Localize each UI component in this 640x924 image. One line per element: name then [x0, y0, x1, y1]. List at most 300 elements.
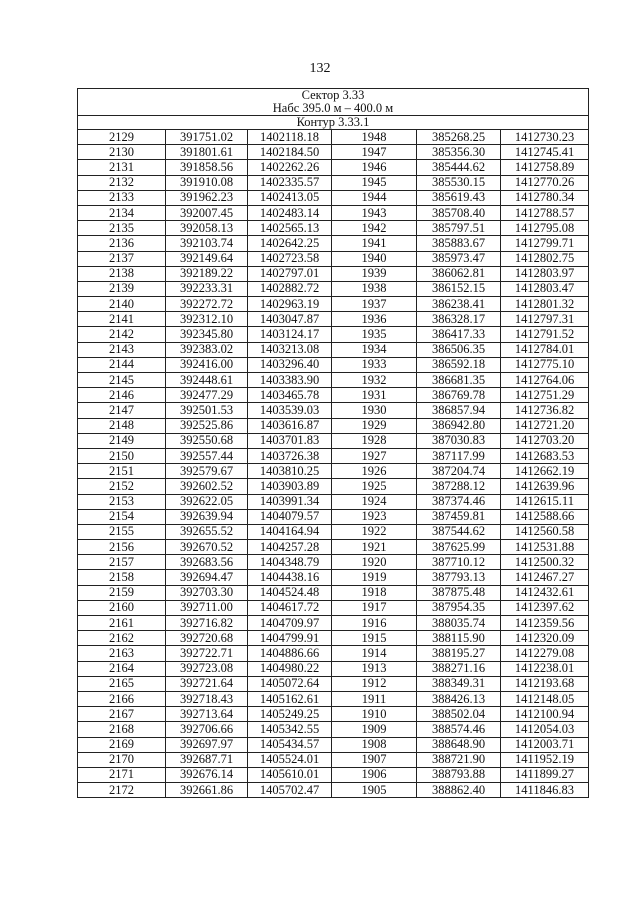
table-cell-point-number: 1909: [332, 722, 417, 737]
table-cell-point-number: 1906: [332, 767, 417, 782]
table-cell-point-number: 1928: [332, 433, 417, 448]
table-cell-x-coordinate: 392721.64: [166, 676, 248, 691]
table-cell-point-number: 2130: [78, 145, 166, 160]
table-cell-x-coordinate: 392103.74: [166, 236, 248, 251]
table-cell-y-coordinate: 1412531.88: [501, 540, 589, 555]
table-cell-x-coordinate: 392550.68: [166, 433, 248, 448]
table-cell-point-number: 2143: [78, 342, 166, 357]
page-number: 132: [309, 61, 331, 76]
table-cell-y-coordinate: 1405702.47: [248, 783, 332, 798]
table-cell-y-coordinate: 1403465.78: [248, 388, 332, 403]
table-cell-x-coordinate: 387544.62: [417, 524, 501, 539]
table-row: [78, 251, 589, 266]
table-cell-x-coordinate: 392622.05: [166, 494, 248, 509]
table-cell-point-number: 1914: [332, 646, 417, 661]
table-cell-x-coordinate: 386857.94: [417, 403, 501, 418]
table-row: [78, 221, 589, 236]
table-cell-x-coordinate: 386769.78: [417, 388, 501, 403]
table-cell-point-number: 1927: [332, 448, 417, 463]
table-row: [78, 707, 589, 722]
table-cell-y-coordinate: 1404164.94: [248, 524, 332, 539]
table-cell-x-coordinate: 388502.04: [417, 707, 501, 722]
table-cell-x-coordinate: 387374.46: [417, 494, 501, 509]
table-cell-point-number: 1905: [332, 783, 417, 798]
table-cell-y-coordinate: 1404980.22: [248, 661, 332, 676]
table-cell-point-number: 1922: [332, 524, 417, 539]
table-cell-x-coordinate: 386506.35: [417, 342, 501, 357]
table-cell-y-coordinate: 1411952.19: [501, 752, 589, 767]
table-cell-x-coordinate: 392687.71: [166, 752, 248, 767]
table-row: [78, 418, 589, 433]
coordinates-table-body: [78, 89, 589, 798]
table-cell-x-coordinate: 392716.82: [166, 616, 248, 631]
table-cell-x-coordinate: 386152.15: [417, 281, 501, 296]
table-cell-point-number: 2129: [78, 130, 166, 145]
table-cell-y-coordinate: 1405162.61: [248, 691, 332, 706]
table-cell-y-coordinate: 1403991.34: [248, 494, 332, 509]
table-cell-point-number: 2154: [78, 509, 166, 524]
table-cell-point-number: 1939: [332, 266, 417, 281]
table-cell-y-coordinate: 1412803.47: [501, 281, 589, 296]
table-cell-y-coordinate: 1412788.57: [501, 205, 589, 220]
table-cell-point-number: 1931: [332, 388, 417, 403]
table-cell-y-coordinate: 1404799.91: [248, 631, 332, 646]
table-cell-y-coordinate: 1403383.90: [248, 373, 332, 388]
table-cell-x-coordinate: 387288.12: [417, 479, 501, 494]
table-row: [78, 676, 589, 691]
table-cell-x-coordinate: 388793.88: [417, 767, 501, 782]
table-cell-point-number: 1937: [332, 297, 417, 312]
table-cell-point-number: 2153: [78, 494, 166, 509]
table-cell-y-coordinate: 1412003.71: [501, 737, 589, 752]
table-cell-point-number: 2149: [78, 433, 166, 448]
header-row-contour: [78, 116, 589, 130]
table-row: [78, 509, 589, 524]
table-cell-point-number: 1941: [332, 236, 417, 251]
table-cell-point-number: 1917: [332, 600, 417, 615]
table-row: [78, 266, 589, 281]
table-cell-point-number: 1934: [332, 342, 417, 357]
table-cell-point-number: 1943: [332, 205, 417, 220]
table-row: [78, 388, 589, 403]
table-cell-x-coordinate: 385356.30: [417, 145, 501, 160]
table-cell-y-coordinate: 1412279.08: [501, 646, 589, 661]
table-cell-x-coordinate: 385797.51: [417, 221, 501, 236]
table-cell-y-coordinate: 1411846.83: [501, 783, 589, 798]
table-cell-point-number: 1910: [332, 707, 417, 722]
table-cell-y-coordinate: 1402797.01: [248, 266, 332, 281]
table-cell-x-coordinate: 392477.29: [166, 388, 248, 403]
table-cell-y-coordinate: 1412784.01: [501, 342, 589, 357]
table-cell-point-number: 2171: [78, 767, 166, 782]
table-cell-y-coordinate: 1402262.26: [248, 160, 332, 175]
table-cell-point-number: 2162: [78, 631, 166, 646]
table-cell-x-coordinate: 392711.00: [166, 600, 248, 615]
table-cell-y-coordinate: 1411899.27: [501, 767, 589, 782]
table-cell-y-coordinate: 1412736.82: [501, 403, 589, 418]
table-row: [78, 616, 589, 631]
table-row: [78, 448, 589, 463]
coordinates-table: [77, 88, 589, 798]
table-cell-x-coordinate: 392670.52: [166, 540, 248, 555]
table-cell-point-number: 1932: [332, 373, 417, 388]
table-cell-y-coordinate: 1412683.53: [501, 448, 589, 463]
table-cell-y-coordinate: 1412703.20: [501, 433, 589, 448]
table-cell-point-number: 2142: [78, 327, 166, 342]
table-cell-x-coordinate: 388349.31: [417, 676, 501, 691]
contour-title: Контур 3.33.1: [78, 116, 589, 130]
table-cell-x-coordinate: 387954.35: [417, 600, 501, 615]
table-cell-y-coordinate: 1412775.10: [501, 357, 589, 372]
table-cell-y-coordinate: 1412560.58: [501, 524, 589, 539]
table-cell-x-coordinate: 392602.52: [166, 479, 248, 494]
table-cell-x-coordinate: 387875.48: [417, 585, 501, 600]
table-row: [78, 479, 589, 494]
table-cell-point-number: 1920: [332, 555, 417, 570]
table-cell-point-number: 1915: [332, 631, 417, 646]
table-cell-y-coordinate: 1402413.05: [248, 190, 332, 205]
table-cell-y-coordinate: 1405342.55: [248, 722, 332, 737]
table-cell-point-number: 2131: [78, 160, 166, 175]
table-cell-point-number: 2135: [78, 221, 166, 236]
table-cell-y-coordinate: 1405434.57: [248, 737, 332, 752]
table-cell-point-number: 1908: [332, 737, 417, 752]
table-cell-point-number: 2148: [78, 418, 166, 433]
table-cell-point-number: 2167: [78, 707, 166, 722]
table-row: [78, 646, 589, 661]
table-cell-y-coordinate: 1412238.01: [501, 661, 589, 676]
table-row: [78, 327, 589, 342]
table-row: [78, 494, 589, 509]
table-cell-y-coordinate: 1412801.32: [501, 297, 589, 312]
table-cell-y-coordinate: 1403903.89: [248, 479, 332, 494]
table-cell-point-number: 1930: [332, 403, 417, 418]
table-cell-point-number: 1921: [332, 540, 417, 555]
table-cell-x-coordinate: 392233.31: [166, 281, 248, 296]
table-row: [78, 631, 589, 646]
table-row: [78, 357, 589, 372]
table-cell-y-coordinate: 1402882.72: [248, 281, 332, 296]
table-cell-x-coordinate: 392312.10: [166, 312, 248, 327]
table-row: [78, 281, 589, 296]
table-cell-point-number: 1946: [332, 160, 417, 175]
table-cell-point-number: 1913: [332, 661, 417, 676]
table-cell-x-coordinate: 388035.74: [417, 616, 501, 631]
table-cell-y-coordinate: 1404709.97: [248, 616, 332, 631]
table-cell-y-coordinate: 1403726.38: [248, 448, 332, 463]
table-cell-y-coordinate: 1403124.17: [248, 327, 332, 342]
table-cell-x-coordinate: 391910.08: [166, 175, 248, 190]
table-cell-x-coordinate: 386681.35: [417, 373, 501, 388]
table-cell-point-number: 2150: [78, 448, 166, 463]
table-cell-y-coordinate: 1412615.11: [501, 494, 589, 509]
table-cell-x-coordinate: 392694.47: [166, 570, 248, 585]
table-cell-point-number: 2141: [78, 312, 166, 327]
table-cell-y-coordinate: 1412751.29: [501, 388, 589, 403]
table-cell-y-coordinate: 1405249.25: [248, 707, 332, 722]
table-cell-x-coordinate: 386328.17: [417, 312, 501, 327]
table-cell-y-coordinate: 1402118.18: [248, 130, 332, 145]
table-cell-x-coordinate: 392639.94: [166, 509, 248, 524]
table-cell-x-coordinate: 388574.46: [417, 722, 501, 737]
table-row: [78, 585, 589, 600]
table-row: [78, 205, 589, 220]
table-cell-point-number: 2170: [78, 752, 166, 767]
table-cell-x-coordinate: 392722.71: [166, 646, 248, 661]
table-row: [78, 600, 589, 615]
table-cell-y-coordinate: 1402184.50: [248, 145, 332, 160]
table-cell-y-coordinate: 1412780.34: [501, 190, 589, 205]
table-cell-y-coordinate: 1412588.66: [501, 509, 589, 524]
table-cell-x-coordinate: 386592.18: [417, 357, 501, 372]
table-cell-y-coordinate: 1412639.96: [501, 479, 589, 494]
table-cell-point-number: 2138: [78, 266, 166, 281]
table-cell-y-coordinate: 1404079.57: [248, 509, 332, 524]
table-row: [78, 160, 589, 175]
table-cell-x-coordinate: 386417.33: [417, 327, 501, 342]
table-cell-point-number: 1918: [332, 585, 417, 600]
table-cell-x-coordinate: 388115.90: [417, 631, 501, 646]
table-cell-y-coordinate: 1402565.13: [248, 221, 332, 236]
table-cell-x-coordinate: 385444.62: [417, 160, 501, 175]
table-cell-point-number: 2151: [78, 464, 166, 479]
table-cell-point-number: 1948: [332, 130, 417, 145]
table-cell-x-coordinate: 385268.25: [417, 130, 501, 145]
table-row: [78, 661, 589, 676]
table-cell-x-coordinate: 392706.66: [166, 722, 248, 737]
table-cell-x-coordinate: 392149.64: [166, 251, 248, 266]
table-row: [78, 570, 589, 585]
table-cell-point-number: 2156: [78, 540, 166, 555]
table-cell-y-coordinate: 1412148.05: [501, 691, 589, 706]
table-cell-x-coordinate: 388195.27: [417, 646, 501, 661]
table-cell-y-coordinate: 1412795.08: [501, 221, 589, 236]
table-cell-x-coordinate: 387204.74: [417, 464, 501, 479]
table-cell-x-coordinate: 392720.68: [166, 631, 248, 646]
table-cell-point-number: 2159: [78, 585, 166, 600]
table-cell-point-number: 1919: [332, 570, 417, 585]
table-cell-x-coordinate: 392683.56: [166, 555, 248, 570]
table-cell-point-number: 1916: [332, 616, 417, 631]
table-cell-y-coordinate: 1404886.66: [248, 646, 332, 661]
table-cell-y-coordinate: 1412193.68: [501, 676, 589, 691]
table-cell-y-coordinate: 1404348.79: [248, 555, 332, 570]
table-cell-point-number: 1944: [332, 190, 417, 205]
table-cell-x-coordinate: 392661.86: [166, 783, 248, 798]
table-cell-y-coordinate: 1405072.64: [248, 676, 332, 691]
table-cell-x-coordinate: 388721.90: [417, 752, 501, 767]
table-cell-point-number: 1938: [332, 281, 417, 296]
table-cell-y-coordinate: 1412500.32: [501, 555, 589, 570]
table-row: [78, 737, 589, 752]
table-cell-point-number: 2163: [78, 646, 166, 661]
table-cell-point-number: 2139: [78, 281, 166, 296]
header-row-sector: [78, 89, 589, 103]
table-cell-x-coordinate: 385530.15: [417, 175, 501, 190]
table-cell-point-number: 2158: [78, 570, 166, 585]
table-cell-point-number: 2164: [78, 661, 166, 676]
table-cell-point-number: 2169: [78, 737, 166, 752]
table-row: [78, 752, 589, 767]
table-cell-point-number: 1923: [332, 509, 417, 524]
table-cell-y-coordinate: 1403810.25: [248, 464, 332, 479]
table-cell-y-coordinate: 1412320.09: [501, 631, 589, 646]
table-cell-y-coordinate: 1403213.08: [248, 342, 332, 357]
table-cell-y-coordinate: 1412745.41: [501, 145, 589, 160]
table-cell-point-number: 1926: [332, 464, 417, 479]
table-cell-y-coordinate: 1412432.61: [501, 585, 589, 600]
table-cell-y-coordinate: 1412770.26: [501, 175, 589, 190]
table-cell-x-coordinate: 391801.61: [166, 145, 248, 160]
table-cell-point-number: 1924: [332, 494, 417, 509]
table-cell-y-coordinate: 1402963.19: [248, 297, 332, 312]
table-cell-y-coordinate: 1412359.56: [501, 616, 589, 631]
table-cell-x-coordinate: 385708.40: [417, 205, 501, 220]
table-cell-x-coordinate: 392007.45: [166, 205, 248, 220]
table-cell-x-coordinate: 386942.80: [417, 418, 501, 433]
table-cell-x-coordinate: 392723.08: [166, 661, 248, 676]
table-cell-point-number: 1925: [332, 479, 417, 494]
table-cell-point-number: 1935: [332, 327, 417, 342]
table-cell-y-coordinate: 1403616.87: [248, 418, 332, 433]
sector-title: Сектор 3.33: [78, 89, 589, 103]
table-cell-y-coordinate: 1412803.97: [501, 266, 589, 281]
table-cell-x-coordinate: 391858.56: [166, 160, 248, 175]
table-cell-point-number: 2132: [78, 175, 166, 190]
table-cell-point-number: 2145: [78, 373, 166, 388]
table-row: [78, 433, 589, 448]
table-row: [78, 130, 589, 145]
table-cell-point-number: 1940: [332, 251, 417, 266]
table-cell-x-coordinate: 388862.40: [417, 783, 501, 798]
table-cell-point-number: 2155: [78, 524, 166, 539]
table-cell-y-coordinate: 1404524.48: [248, 585, 332, 600]
table-cell-point-number: 2165: [78, 676, 166, 691]
table-cell-y-coordinate: 1412100.94: [501, 707, 589, 722]
table-cell-y-coordinate: 1402335.57: [248, 175, 332, 190]
table-cell-x-coordinate: 392525.86: [166, 418, 248, 433]
table-cell-y-coordinate: 1404617.72: [248, 600, 332, 615]
table-cell-x-coordinate: 392697.97: [166, 737, 248, 752]
table-cell-x-coordinate: 387710.12: [417, 555, 501, 570]
table-cell-x-coordinate: 387117.99: [417, 448, 501, 463]
table-cell-y-coordinate: 1402723.58: [248, 251, 332, 266]
table-cell-point-number: 2157: [78, 555, 166, 570]
table-cell-y-coordinate: 1403701.83: [248, 433, 332, 448]
table-cell-y-coordinate: 1404438.16: [248, 570, 332, 585]
table-cell-y-coordinate: 1402483.14: [248, 205, 332, 220]
table-cell-y-coordinate: 1405524.01: [248, 752, 332, 767]
table-cell-y-coordinate: 1412797.31: [501, 312, 589, 327]
table-cell-point-number: 2136: [78, 236, 166, 251]
table-row: [78, 312, 589, 327]
table-cell-point-number: 1907: [332, 752, 417, 767]
table-cell-y-coordinate: 1412764.06: [501, 373, 589, 388]
table-cell-y-coordinate: 1403539.03: [248, 403, 332, 418]
table-cell-point-number: 2137: [78, 251, 166, 266]
table-cell-x-coordinate: 392416.00: [166, 357, 248, 372]
table-row: [78, 524, 589, 539]
table-cell-x-coordinate: 392189.22: [166, 266, 248, 281]
table-cell-point-number: 2147: [78, 403, 166, 418]
table-cell-x-coordinate: 385619.43: [417, 190, 501, 205]
table-cell-point-number: 2144: [78, 357, 166, 372]
table-cell-x-coordinate: 392676.14: [166, 767, 248, 782]
table-cell-x-coordinate: 392501.53: [166, 403, 248, 418]
table-cell-y-coordinate: 1412791.52: [501, 327, 589, 342]
table-cell-point-number: 2168: [78, 722, 166, 737]
table-cell-point-number: 2146: [78, 388, 166, 403]
table-cell-x-coordinate: 392557.44: [166, 448, 248, 463]
table-cell-x-coordinate: 392383.02: [166, 342, 248, 357]
table-cell-x-coordinate: 392345.80: [166, 327, 248, 342]
table-cell-y-coordinate: 1412467.27: [501, 570, 589, 585]
table-cell-point-number: 2134: [78, 205, 166, 220]
table-cell-x-coordinate: 387459.81: [417, 509, 501, 524]
table-cell-x-coordinate: 385883.67: [417, 236, 501, 251]
table-cell-y-coordinate: 1412758.89: [501, 160, 589, 175]
table-cell-point-number: 1933: [332, 357, 417, 372]
table-cell-x-coordinate: 387625.99: [417, 540, 501, 555]
table-row: [78, 540, 589, 555]
table-row: [78, 342, 589, 357]
table-row: [78, 403, 589, 418]
table-row: [78, 190, 589, 205]
table-cell-x-coordinate: 392718.43: [166, 691, 248, 706]
table-cell-x-coordinate: 386062.81: [417, 266, 501, 281]
table-cell-point-number: 2161: [78, 616, 166, 631]
table-cell-y-coordinate: 1412721.20: [501, 418, 589, 433]
table-cell-y-coordinate: 1402642.25: [248, 236, 332, 251]
table-cell-x-coordinate: 386238.41: [417, 297, 501, 312]
table-cell-point-number: 1929: [332, 418, 417, 433]
table-cell-point-number: 1912: [332, 676, 417, 691]
table-cell-point-number: 1936: [332, 312, 417, 327]
table-cell-x-coordinate: 392655.52: [166, 524, 248, 539]
table-cell-x-coordinate: 391751.02: [166, 130, 248, 145]
table-row: [78, 464, 589, 479]
table-cell-point-number: 2140: [78, 297, 166, 312]
table-cell-x-coordinate: 392448.61: [166, 373, 248, 388]
table-row: [78, 297, 589, 312]
table-cell-point-number: 2152: [78, 479, 166, 494]
table-cell-point-number: 1911: [332, 691, 417, 706]
table-cell-x-coordinate: 387030.83: [417, 433, 501, 448]
table-cell-y-coordinate: 1405610.01: [248, 767, 332, 782]
table-cell-x-coordinate: 391962.23: [166, 190, 248, 205]
table-cell-y-coordinate: 1412802.75: [501, 251, 589, 266]
table-cell-y-coordinate: 1412662.19: [501, 464, 589, 479]
table-row: [78, 691, 589, 706]
table-cell-point-number: 2133: [78, 190, 166, 205]
table-cell-x-coordinate: 388426.13: [417, 691, 501, 706]
table-row: [78, 373, 589, 388]
table-cell-point-number: 1945: [332, 175, 417, 190]
table-row: [78, 175, 589, 190]
table-cell-point-number: 1947: [332, 145, 417, 160]
table-row: [78, 783, 589, 798]
table-cell-y-coordinate: 1403296.40: [248, 357, 332, 372]
table-row: [78, 722, 589, 737]
table-row: [78, 236, 589, 251]
table-cell-y-coordinate: 1412397.62: [501, 600, 589, 615]
table-cell-point-number: 1942: [332, 221, 417, 236]
table-row: [78, 767, 589, 782]
table-cell-y-coordinate: 1412730.23: [501, 130, 589, 145]
table-cell-point-number: 2172: [78, 783, 166, 798]
table-cell-y-coordinate: 1412799.71: [501, 236, 589, 251]
header-row-height: [78, 102, 589, 116]
